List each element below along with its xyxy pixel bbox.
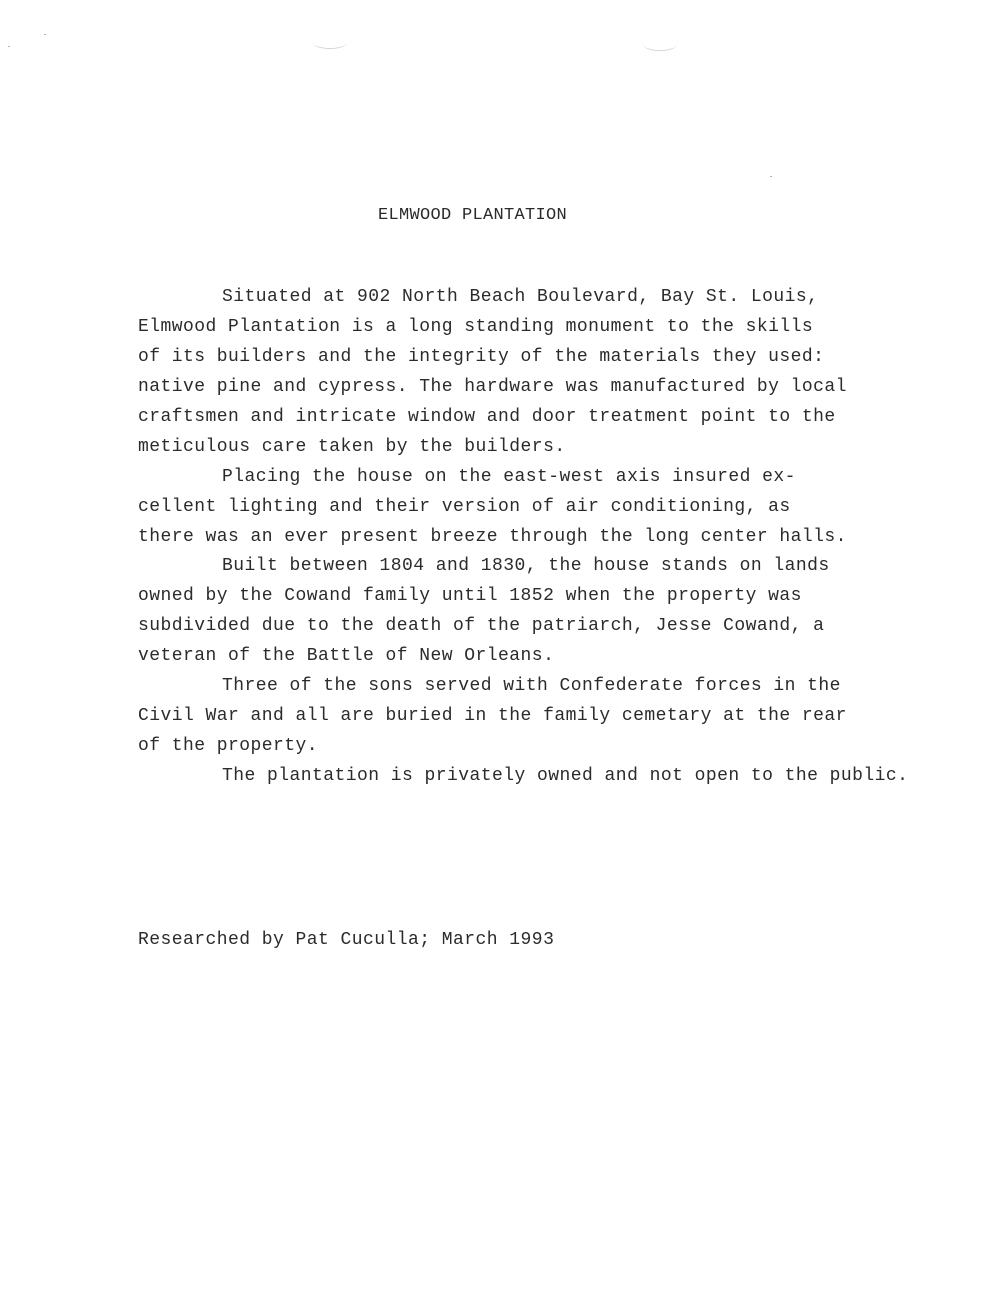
paper-speck	[44, 34, 46, 35]
body-line: Three of the sons served with Confederate forces in the	[222, 676, 841, 696]
body-line: subdivided due to the death of the patriarch, Jesse Cowand, a	[138, 616, 825, 636]
body-line: Situated at 902 North Beach Boulevard, Bay St. Louis,	[222, 287, 819, 307]
document-title: ELMWOOD PLANTATION	[378, 206, 568, 225]
research-credit: Researched by Pat Cuculla; March 1993	[138, 930, 555, 950]
body-line: meticulous care taken by the builders.	[138, 437, 566, 457]
body-line: owned by the Cowand family until 1852 when the property was	[138, 586, 802, 606]
paper-speck	[8, 46, 10, 47]
punch-hole-mark	[643, 38, 677, 51]
body-line: The plantation is privately owned and not open to the public.	[222, 766, 909, 786]
body-line: Civil War and all are buried in the family cemetary at the rear	[138, 706, 847, 726]
body-line: native pine and cypress. The hardware was manufactured by local	[138, 377, 847, 397]
body-line: Placing the house on the east-west axis insured ex-	[222, 467, 796, 487]
body-line: craftsmen and intricate window and door treatment point to the	[138, 407, 836, 427]
body-line: there was an ever present breeze through the long center halls.	[138, 527, 847, 547]
body-line: Built between 1804 and 1830, the house stands on lands	[222, 556, 830, 576]
body-line: veteran of the Battle of New Orleans.	[138, 646, 555, 666]
body-line: of the property.	[138, 736, 319, 756]
body-line: Elmwood Plantation is a long standing monument to the skills	[138, 317, 814, 337]
body-line: cellent lighting and their version of air conditioning, as	[138, 497, 791, 517]
body-line: of its builders and the integrity of the materials they used:	[138, 347, 825, 367]
punch-hole-mark	[313, 36, 347, 49]
paper-speck	[770, 176, 772, 177]
